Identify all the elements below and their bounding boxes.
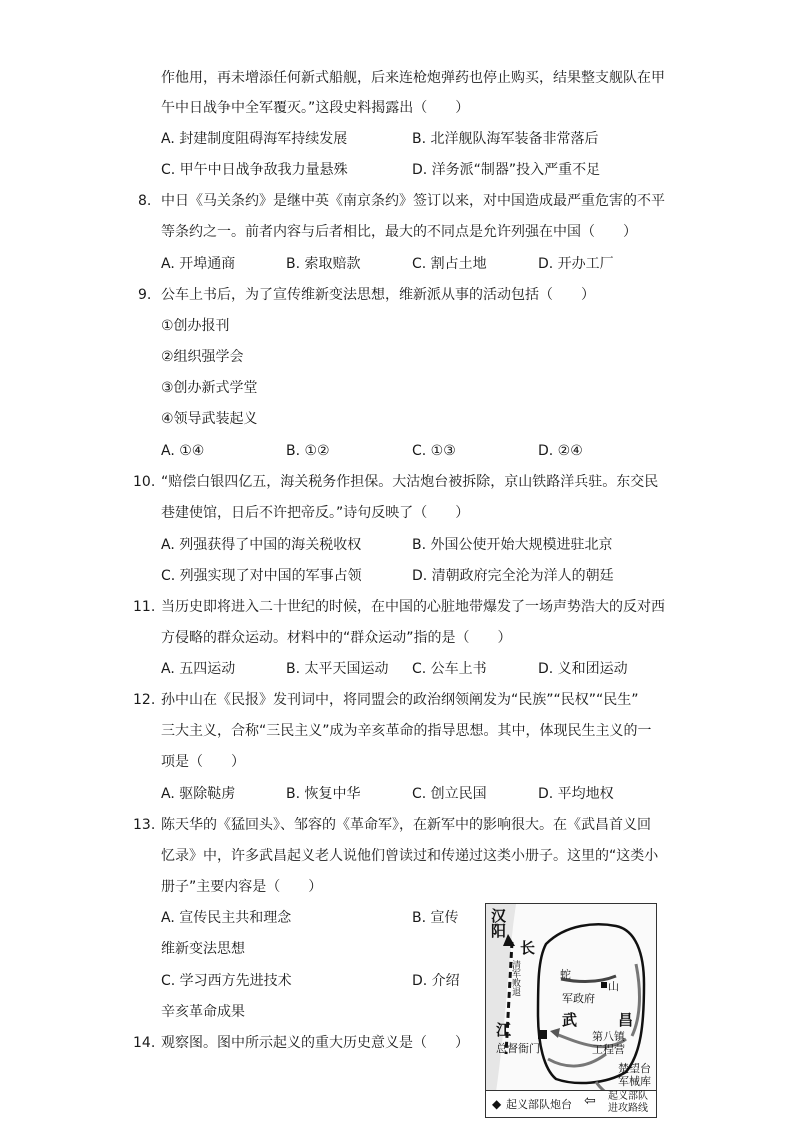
q9-item-3: ③创办新式学堂: [161, 380, 258, 396]
q11-option-c[interactable]: C. 公车上书: [412, 661, 487, 677]
q13-option-c[interactable]: C. 学习西方先进技术: [161, 973, 292, 989]
map-label-jiang: 江: [496, 1021, 512, 1039]
q10-option-d[interactable]: D. 清朝政府完全沦为洋人的朝廷: [412, 568, 614, 584]
q11-stem-line-1: 当历史即将进入二十世纪的时候，在中国的心脏地带爆发了一场声势浩大的反对西: [161, 599, 665, 615]
q9-option-b[interactable]: B. ①②: [286, 443, 330, 459]
q8-option-d[interactable]: D. 开办工厂: [538, 256, 614, 272]
attack-route-2: [632, 964, 639, 1036]
map-label-junxieku: 军械库: [618, 1075, 651, 1088]
q7-option-d[interactable]: D. 洋务派“制器”投入严重不足: [412, 162, 601, 178]
wuchang-uprising-map: [485, 903, 657, 1118]
legend-route-label-2: 进攻路线: [608, 1103, 648, 1114]
map-label-she: 蛇: [560, 968, 571, 981]
q12-stem-line-1: 孙中山在《民报》发刊词中，将同盟会的政治纲领阐发为“民族”“民权”“民生”: [161, 692, 639, 708]
map-label-chuwangtai: 楚望台: [618, 1062, 651, 1075]
q12-option-d[interactable]: D. 平均地权: [538, 786, 614, 802]
q9-option-c[interactable]: C. ①③: [412, 443, 456, 459]
q10-option-b[interactable]: B. 外国公使开始大规模进驻北京: [412, 537, 613, 553]
q13-option-b[interactable]: B. 宣传: [412, 910, 459, 926]
q8-option-a[interactable]: A. 开埠通商: [161, 256, 236, 272]
q7-option-c[interactable]: C. 甲午中日战争敌我力量悬殊: [161, 162, 348, 178]
q8-option-c[interactable]: C. 割占土地: [412, 256, 487, 272]
map-label-chang: 长: [520, 939, 536, 957]
map-label-zongdu: 总督衙门: [496, 1042, 540, 1055]
q12-stem-line-2: 三大主义，合称“三民主义”成为辛亥革命的指导思想。其中，体现民生主义的一: [161, 723, 652, 739]
map-label-dibazhen: 第八镇: [592, 1030, 625, 1043]
q13-option-a[interactable]: A. 宣传民主共和理念: [161, 910, 292, 926]
q9-item-4: ④领导武装起义: [161, 411, 258, 427]
q11-number: 11.: [133, 599, 156, 615]
q10-stem-line-2: 巷建使馆，日后不许把帝反。”诗句反映了（ ）: [161, 505, 470, 521]
q12-number: 12.: [133, 692, 156, 708]
governor-yamen-marker: [538, 1030, 547, 1039]
q9-item-2: ②组织强学会: [161, 349, 244, 365]
map-label-shan: 山: [608, 980, 619, 993]
q12-option-a[interactable]: A. 驱除鞑虏: [161, 786, 236, 802]
q13-number: 13.: [133, 817, 156, 833]
q11-stem-line-2: 方侵略的群众运动。材料中的“群众运动”指的是（ ）: [161, 630, 512, 646]
q10-option-a[interactable]: A. 列强获得了中国的海关税收权: [161, 537, 362, 553]
map-label-gongchengying: 工程营: [592, 1043, 625, 1056]
q7-option-a[interactable]: A. 封建制度阻碍海军持续发展: [161, 131, 348, 147]
q9-item-1: ①创办报刊: [161, 318, 230, 334]
q13-stem-line-3: 册子”主要内容是（ ）: [161, 879, 323, 895]
military-government-marker: [601, 982, 607, 988]
q7-stem-line-1: 作他用，再未增添任何新式船舰，后来连枪炮弹药也停止购买，结果整支舰队在甲: [161, 70, 665, 86]
artillery-icon: ◆: [492, 1097, 502, 1111]
map-label-wu: 武: [562, 1011, 578, 1029]
q12-option-b[interactable]: B. 恢复中华: [286, 786, 361, 802]
q12-stem-line-3: 项是（ ）: [161, 754, 245, 770]
q10-stem-line-1: “赔偿白银四亿五，海关税务作担保。大沽炮台被拆除，京山铁路洋兵驻。东交民: [161, 474, 659, 490]
q10-option-c[interactable]: C. 列强实现了对中国的军事占领: [161, 568, 362, 584]
q13-option-b-continued: 维新变法思想: [161, 941, 245, 957]
map-label-junzhengfu: 军政府: [562, 992, 595, 1005]
q9-stem-line-1: 公车上书后，为了宣传维新变法思想，维新派从事的活动包括（ ）: [161, 287, 595, 303]
q7-option-b[interactable]: B. 北洋舰队海军装备非常落后: [412, 131, 599, 147]
legend-artillery-label: 起义部队炮台: [506, 1098, 572, 1111]
map-label-hanyang: 汉阳: [489, 908, 507, 938]
q13-option-d-continued: 辛亥革命成果: [161, 1004, 245, 1020]
q11-option-d[interactable]: D. 义和团运动: [538, 661, 628, 677]
q14-number: 14.: [133, 1035, 156, 1051]
q12-option-c[interactable]: C. 创立民国: [412, 786, 487, 802]
q8-stem-line-1: 中日《马关条约》是继中英《南京条约》签订以来，对中国造成最严重危害的不平: [161, 193, 665, 209]
q9-option-a[interactable]: A. ①④: [161, 443, 205, 459]
q13-stem-line-2: 忆录》中，许多武昌起义老人说他们曾读过和传递过这类小册子。这里的“这类小: [161, 848, 659, 864]
q8-number: 8.: [138, 193, 152, 209]
q13-option-d[interactable]: D. 介绍: [412, 973, 460, 989]
map-legend: [486, 1090, 656, 1117]
q11-option-b[interactable]: B. 太平天国运动: [286, 661, 389, 677]
q10-number: 10.: [133, 474, 156, 490]
q9-option-d[interactable]: D. ②④: [538, 443, 583, 459]
q8-stem-line-2: 等条约之一。前者内容与后者相比，最大的不同点是允许列强在中国（ ）: [161, 224, 637, 240]
q14-stem-line-1: 观察图。图中所示起义的重大历史意义是（ ）: [161, 1035, 469, 1051]
q9-number: 9.: [138, 287, 152, 303]
legend-route-label-1: 起义部队: [608, 1091, 648, 1102]
q13-stem-line-1: 陈天华的《猛回头》、邹容的《革命军》，在新军中的影响很大。在《武昌首义回: [161, 817, 651, 833]
q8-option-b[interactable]: B. 索取赔款: [286, 256, 361, 272]
q11-option-a[interactable]: A. 五四运动: [161, 661, 236, 677]
map-label-qingjun: 清军败退: [510, 960, 520, 996]
route-arrow-icon: ⇦: [584, 1093, 596, 1109]
q7-stem-line-2: 午中日战争中全军覆灭。”这段史料揭露出（ ）: [161, 100, 470, 116]
map-label-chang2: 昌: [618, 1011, 634, 1029]
